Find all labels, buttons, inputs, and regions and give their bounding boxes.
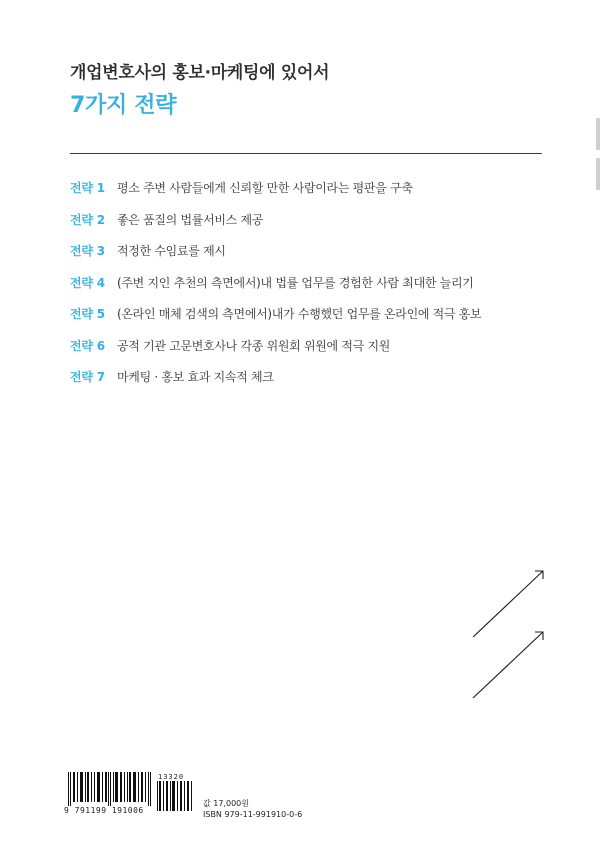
isbn: ISBN 979-11-991910-0-6 xyxy=(203,810,303,819)
strategy-text: (주변 지인 추천의 측면에서)내 법률 업무를 경험한 사람 최대한 늘리기 xyxy=(117,275,474,290)
divider xyxy=(70,153,542,154)
strategy-text: 적정한 수임료를 제시 xyxy=(117,244,226,259)
strategy-label: 전략 7 xyxy=(70,370,105,385)
strategy-list xyxy=(70,172,550,393)
strategy-text: 좋은 품질의 법률서비스 제공 xyxy=(117,212,264,227)
strategy-item xyxy=(70,204,550,236)
strategy-label: 전략 6 xyxy=(70,338,105,353)
strategy-item xyxy=(70,361,550,393)
barcode-bars xyxy=(62,772,158,806)
strategy-label: 전략 4 xyxy=(70,275,105,290)
strategy-label: 전략 1 xyxy=(70,181,105,196)
strategy-text: (온라인 매체 검색의 측면에서)내가 수행했던 업무를 온라인에 적극 홍보 xyxy=(117,307,482,322)
page-edge-mark xyxy=(596,118,600,150)
strategy-text: 공적 기관 고문변호사나 각종 위원회 위원에 적극 지원 xyxy=(117,338,391,353)
barcode-addon-digits: 13320 xyxy=(158,773,185,781)
strategy-text: 마케팅 · 홍보 효과 지속적 체크 xyxy=(117,370,274,385)
title: 7가지 전략 xyxy=(70,93,177,118)
price: 값 17,000원 xyxy=(203,799,249,808)
strategy-item xyxy=(70,298,550,330)
strategy-item xyxy=(70,172,550,204)
strategy-label: 전략 5 xyxy=(70,307,105,322)
page-edge-mark xyxy=(596,158,600,190)
strategy-text: 평소 주변 사람들에게 신뢰할 만한 사람이라는 평판을 구축 xyxy=(117,181,413,196)
barcode-main-digits: 9 791199 191006 xyxy=(64,806,144,815)
diagonal-arrow-icon xyxy=(473,571,543,637)
strategy-item xyxy=(70,267,550,299)
arrows-decoration xyxy=(465,565,550,705)
strategy-label: 전략 3 xyxy=(70,244,105,259)
strategy-label: 전략 2 xyxy=(70,212,105,227)
barcode-addon-bars xyxy=(156,781,196,811)
strategy-item xyxy=(70,330,550,362)
strategy-item xyxy=(70,235,550,267)
subtitle: 개업변호사의 홍보·마케팅에 있어서 xyxy=(70,63,330,83)
diagonal-arrow-icon xyxy=(473,632,543,698)
